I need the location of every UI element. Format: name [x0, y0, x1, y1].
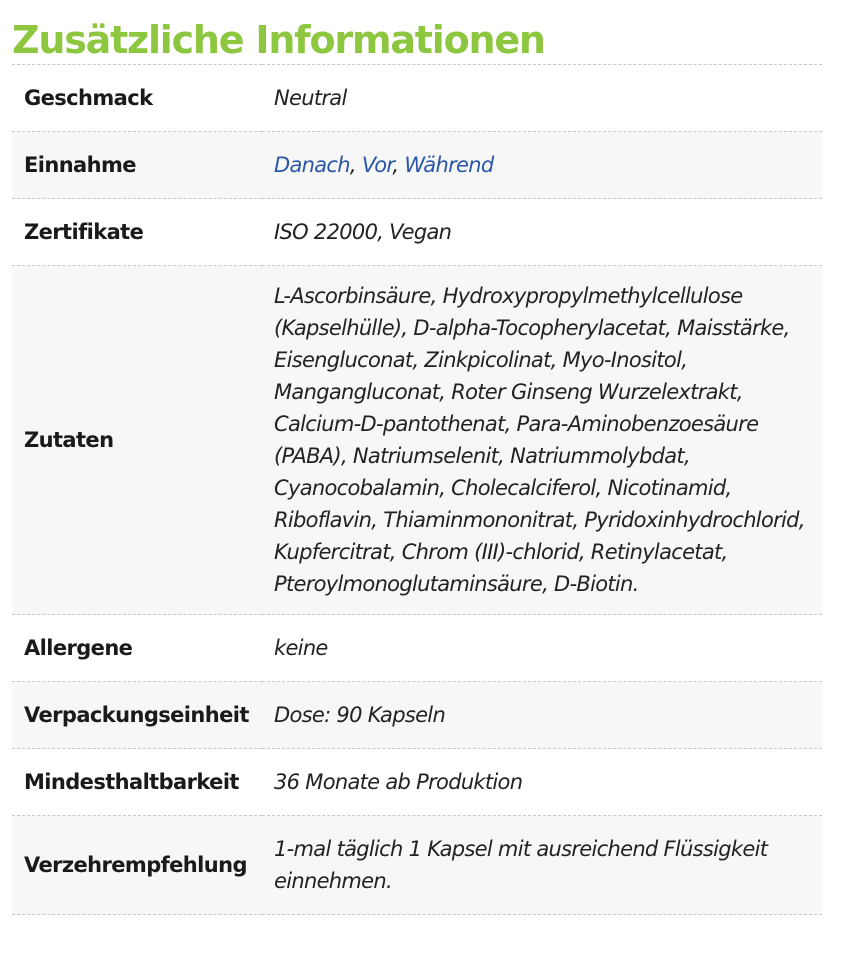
attribute-value: 1-mal täglich 1 Kapsel mit ausreichend Flüssigkeit einnehmen.: [274, 837, 768, 893]
attribute-label: Einnahme: [24, 153, 136, 177]
attribute-label: Geschmack: [24, 86, 153, 110]
attribute-value: ISO 22000, Vegan: [274, 220, 452, 244]
row-verpackungseinheit: [12, 682, 822, 749]
attribute-label: Mindesthaltbarkeit: [24, 770, 239, 794]
row-einnahme: [12, 132, 822, 199]
attribute-value: 36 Monate ab Produktion: [274, 770, 523, 794]
separator: ,: [349, 153, 362, 177]
row-mindesthaltbarkeit: [12, 749, 822, 816]
attribute-value: [262, 132, 822, 199]
attributes-table: [12, 64, 822, 915]
attribute-value: Neutral: [274, 86, 347, 110]
attribute-value: L-Ascorbinsäure, Hydroxypropylmethylcellulose (Kapselhülle), D-alpha-Tocopherylacetat, Maisstärke, Eisengluconat, Zinkpicolinat, Myo-Inositol, Mangangluconat, Roter Ginseng Wurzelextrakt, Calcium-D-pantothenat, Para-Aminobenzoesäure (PABA), Natriumselenit, Natriummolybdat, Cyanocobalamin, Cholecalciferol, Nicotinamid, Riboflavin, Thiaminmononitrat, Pyridoxinhydrochlorid, Kupfercitrat, Chrom (III)-chlorid, Retinylacetat, Pteroylmonoglutaminsäure, D-Biotin.: [274, 284, 805, 596]
row-verzehrempfehlung: [12, 816, 822, 915]
einnahme-link-danach[interactable]: Danach: [274, 153, 350, 177]
attribute-label: Verzehrempfehlung: [24, 853, 247, 877]
attribute-value: keine: [274, 636, 328, 660]
row-zutaten: [12, 266, 822, 615]
attribute-value: Dose: 90 Kapseln: [274, 703, 446, 727]
separator: ,: [392, 153, 405, 177]
attribute-label: Verpackungseinheit: [24, 703, 249, 727]
row-allergene: [12, 615, 822, 682]
attribute-label: Zertifikate: [24, 220, 144, 244]
einnahme-link-waehrend[interactable]: Während: [404, 153, 494, 177]
attribute-label: Allergene: [24, 636, 133, 660]
row-zertifikate: [12, 199, 822, 266]
additional-info-section: [12, 0, 822, 915]
attribute-label: Zutaten: [24, 428, 114, 452]
einnahme-link-vor[interactable]: Vor: [361, 153, 393, 177]
row-geschmack: [12, 65, 822, 132]
section-heading: Zusätzliche Informationen: [12, 18, 545, 62]
